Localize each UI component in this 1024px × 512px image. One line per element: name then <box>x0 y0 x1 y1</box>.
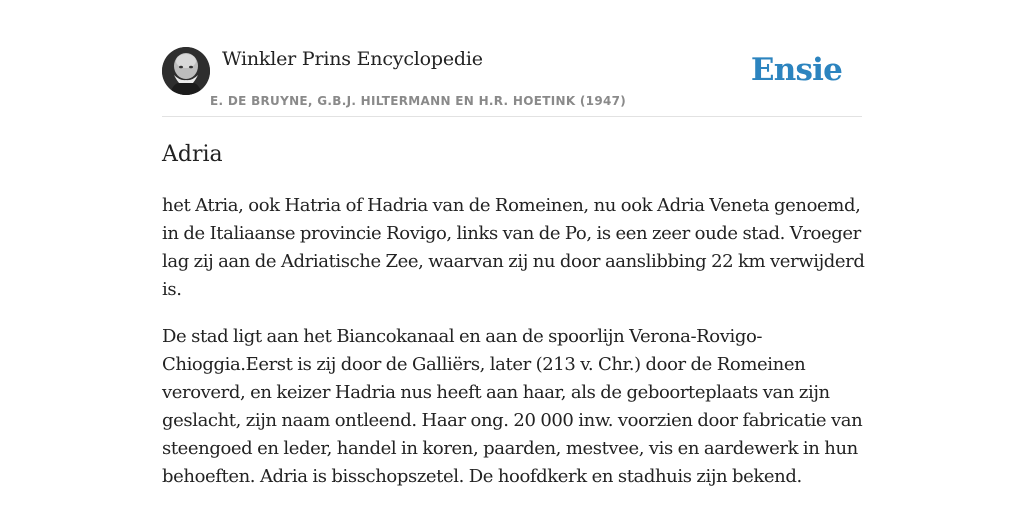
article-paragraph: De stad ligt aan het Biancokanaal en aan de spoorlijn Verona-Rovigo-Chioggia.Eerst is zij door de Galliërs, later (213 v. Chr.) door de Romeinen veroverd, en keizer Hadria nus heeft aan haar, als de geboorteplaats van zijn geslacht, zijn naam ontleend. Haar ong. 20 000 inw. voorzien door fabricatie van steengoed en leder, handel in koren, paarden, mestvee, vis en aardewerk in hun behoeften. Adria is bisschopszetel. De hoofdkerk en stadhuis zijn bekend. <box>162 326 863 487</box>
site-title[interactable]: Winkler Prins Encyclopedie <box>222 48 483 70</box>
authors-credit: E. DE BRUYNE, G.B.J. HILTERMANN EN H.R. HOETINK (1947) <box>210 94 627 108</box>
ensie-logo-link[interactable]: Ensie <box>750 52 842 88</box>
article-title: Adria <box>162 142 223 167</box>
site-header <box>162 46 862 117</box>
article-body <box>162 192 867 510</box>
author-portrait-icon <box>162 47 210 95</box>
article-paragraph: het Atria, ook Hatria of Hadria van de Romeinen, nu ook Adria Veneta genoemd, in de Italiaanse provincie Rovigo, links van de Po, is een zeer oude stad. Vroeger lag zij aan de Adriatische Zee, waarvan zij nu door aanslibbing 22 km verwijderd is. <box>162 195 865 300</box>
